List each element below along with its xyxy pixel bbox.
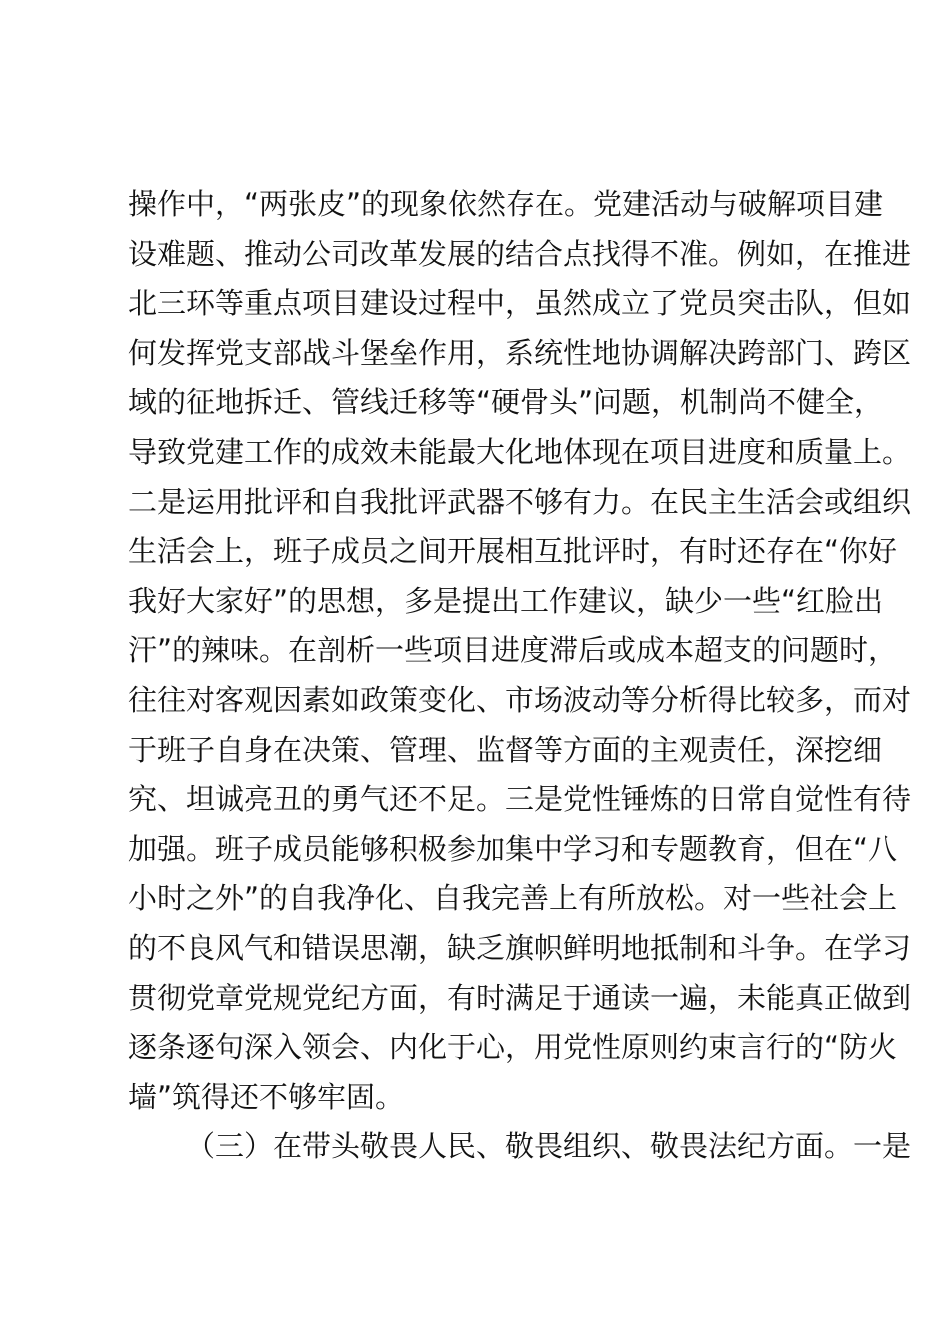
text-line: 的不良风气和错误思潮，缺乏旗帜鲜明地抵制和斗争。在学习 bbox=[128, 930, 912, 965]
document-page bbox=[128, 180, 912, 1172]
text-line: 导致党建工作的成效未能最大化地体现在项目进度和质量上。 bbox=[128, 434, 912, 469]
text-line: 何发挥党支部战斗堡垒作用，系统性地协调解决跨部门、跨区 bbox=[128, 335, 912, 370]
text-line: 贯彻党章党规党纪方面，有时满足于通读一遍，未能真正做到 bbox=[128, 980, 912, 1015]
paragraph-continuation bbox=[128, 180, 912, 1122]
text-line: 二是运用批评和自我批评武器不够有力。在民主生活会或组织 bbox=[128, 484, 912, 519]
text-line: 究、坦诚亮丑的勇气还不足。三是党性锤炼的日常自觉性有待 bbox=[128, 782, 912, 817]
text-line: 于班子自身在决策、管理、监督等方面的主观责任，深挖细 bbox=[128, 732, 883, 767]
text-line: （三）在带头敬畏人民、敬畏组织、敬畏法纪方面。一是 bbox=[186, 1129, 912, 1164]
text-line: 汗”的辣味。在剖析一些项目进度滞后或成本超支的问题时， bbox=[128, 633, 898, 668]
text-line: 我好大家好”的思想，多是提出工作建议，缺少一些“红脸出 bbox=[128, 583, 884, 618]
text-line: 往往对客观因素如政策变化、市场波动等分析得比较多，而对 bbox=[128, 682, 912, 717]
text-line: 生活会上，班子成员之间开展相互批评时，有时还存在“你好 bbox=[128, 534, 898, 569]
text-line: 北三环等重点项目建设过程中，虽然成立了党员突击队，但如 bbox=[128, 286, 912, 321]
text-line: 逐条逐句深入领会、内化于心，用党性原则约束言行的“防火 bbox=[128, 1030, 898, 1065]
text-line: 小时之外”的自我净化、自我完善上有所放松。对一些社会上 bbox=[128, 881, 898, 916]
text-line: 墙”筑得还不够牢固。 bbox=[128, 1079, 405, 1114]
text-line: 加强。班子成员能够积极参加集中学习和专题教育，但在“八 bbox=[128, 831, 898, 866]
text-line: 设难题、推动公司改革发展的结合点找得不准。例如，在推进 bbox=[128, 236, 912, 271]
section-heading-paragraph bbox=[128, 1122, 912, 1172]
text-line: 操作中，“两张皮”的现象依然存在。党建活动与破解项目建 bbox=[128, 187, 884, 221]
text-line: 域的征地拆迁、管线迁移等“硬骨头”问题，机制尚不健全， bbox=[128, 385, 884, 420]
